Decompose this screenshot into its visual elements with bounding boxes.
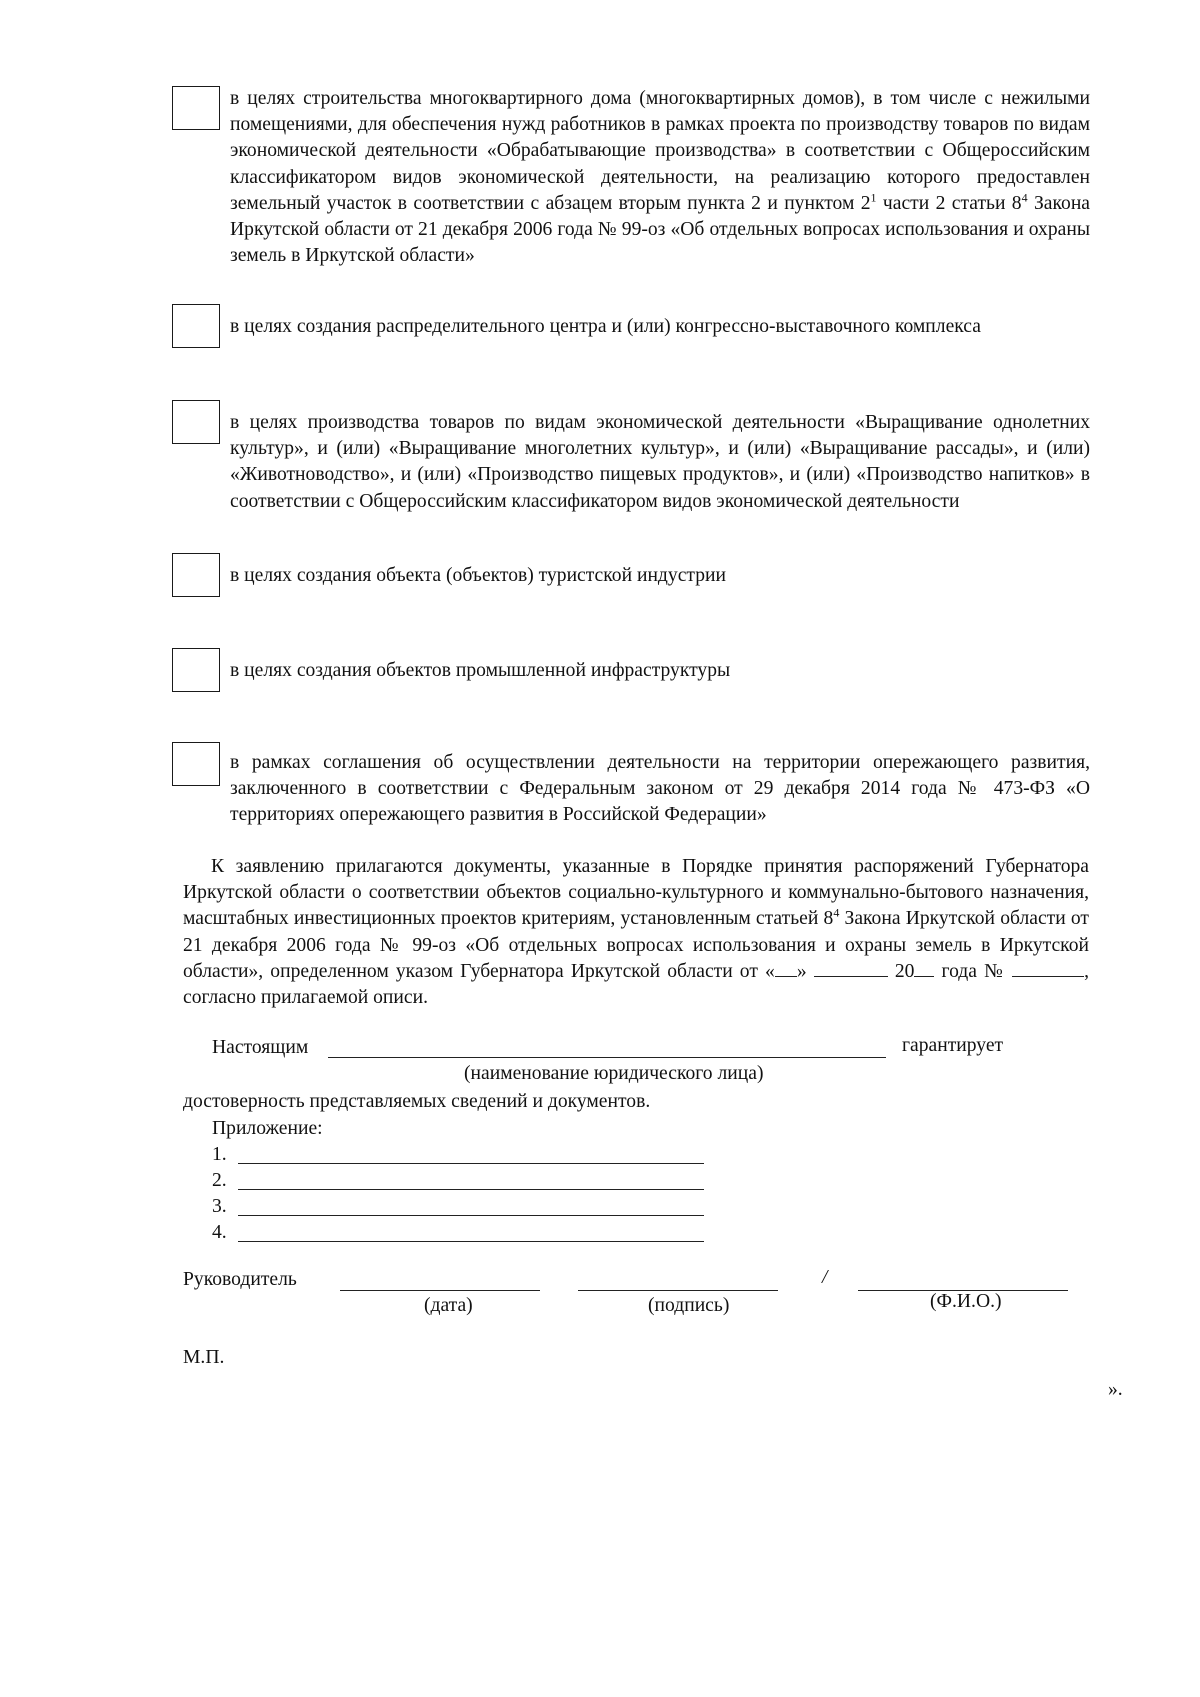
appendix-item-number: 2. <box>212 1170 227 1191</box>
option-text: в целях строительства многоквартирного дома (многоквартирных домов), в том числе с нежилыми помещениями, для обеспечения нужд работников в рамках проекта по производству товаров по видам экономической деятельности «Обрабатывающие производства» в соответствии с Общероссийским классификатором видов экономической деятельности, на реализацию которого предоставлен земельный участок в соответствии с абзацем вторым пункта 2 и пунктом $2^1$ части 2 статьи $8^4$ Закона Иркутской области от 21 декабря 2006 года № 99-оз «Об отдельных вопросах использования и охраны земель в Иркутской области» <box>230 88 1091 267</box>
option-checkbox[interactable] <box>172 742 220 786</box>
appendix-item-number: 1. <box>212 1144 227 1165</box>
option-checkbox[interactable] <box>172 86 220 130</box>
signature-slash: / <box>822 1267 828 1288</box>
date-caption: (дата) <box>424 1295 473 1316</box>
signature-date-field[interactable] <box>340 1290 540 1291</box>
name-caption: (Ф.И.О.) <box>930 1291 1002 1312</box>
option-text: в целях создания объекта (объектов) туристской индустрии <box>230 565 726 586</box>
signature-caption: (подпись) <box>648 1295 730 1316</box>
legal-entity-name-field[interactable] <box>328 1057 886 1058</box>
blank-month[interactable] <box>814 959 888 977</box>
stamp-label: М.П. <box>183 1347 225 1368</box>
legal-entity-caption: (наименование юридического лица) <box>464 1063 764 1084</box>
blank-year[interactable] <box>914 959 934 977</box>
attachments-paragraph: К заявлению прилагаются документы, указанные в Порядке принятия распоряжений Губернатора Иркутской области о соответствии объектов социально-культурного и коммунально-бытового назначения, масштабных инвестиционных проектов критериям, установленным статьей $8^4$ Закона Иркутской области от 21 декабря 2006 года № 99-оз «Об отдельных вопросах использования и охраны земель в Иркутской области», определенном указом Губернатора Иркутской области от « » 20 года № , согласно прилагаемой описи. <box>183 856 1089 1009</box>
option-checkbox[interactable] <box>172 304 220 348</box>
guarantee-continuation: достоверность представляемых сведений и документов. <box>183 1091 651 1112</box>
appendix-item-number: 4. <box>212 1222 227 1243</box>
appendix-title: Приложение: <box>212 1118 323 1139</box>
appendix-item-field[interactable] <box>238 1241 704 1242</box>
option-text: в целях создания объектов промышленной инфраструктуры <box>230 660 731 681</box>
option-checkbox[interactable] <box>172 400 220 444</box>
appendix-item-number: 3. <box>212 1196 227 1217</box>
option-text: в целях производства товаров по видам экономической деятельности «Выращивание однолетних культур», и (или) «Выращивание многолетних культур», и (или) «Выращивание рассады», и (или) «Животноводство», и (или) «Производство пищевых продуктов», и (или) «Производство напитков» в соответствии с Общероссийским классификатором видов экономической деятельности <box>230 412 1090 512</box>
option-checkbox[interactable] <box>172 553 220 597</box>
appendix-item-field[interactable] <box>238 1163 704 1164</box>
signature-role: Руководитель <box>183 1269 297 1290</box>
guarantee-suffix: гарантирует <box>902 1035 1004 1056</box>
blank-number[interactable] <box>1012 959 1084 977</box>
option-text: в целях создания распределительного центра и (или) конгрессно-выставочного комплекса <box>230 316 981 337</box>
option-checkbox[interactable] <box>172 648 220 692</box>
blank-day[interactable] <box>775 959 797 977</box>
guarantee-prefix: Настоящим <box>212 1037 309 1058</box>
signature-sign-field[interactable] <box>578 1290 778 1291</box>
appendix-item-field[interactable] <box>238 1215 704 1216</box>
option-text: в рамках соглашения об осуществлении деятельности на территории опережающего развития, заключенного в соответствии с Федеральным законом от 29 декабря 2014 года № 473-ФЗ «О территориях опережающего развития в Российской Федерации» <box>230 752 1090 826</box>
closing-quote: ». <box>1108 1379 1123 1400</box>
appendix-item-field[interactable] <box>238 1189 704 1190</box>
